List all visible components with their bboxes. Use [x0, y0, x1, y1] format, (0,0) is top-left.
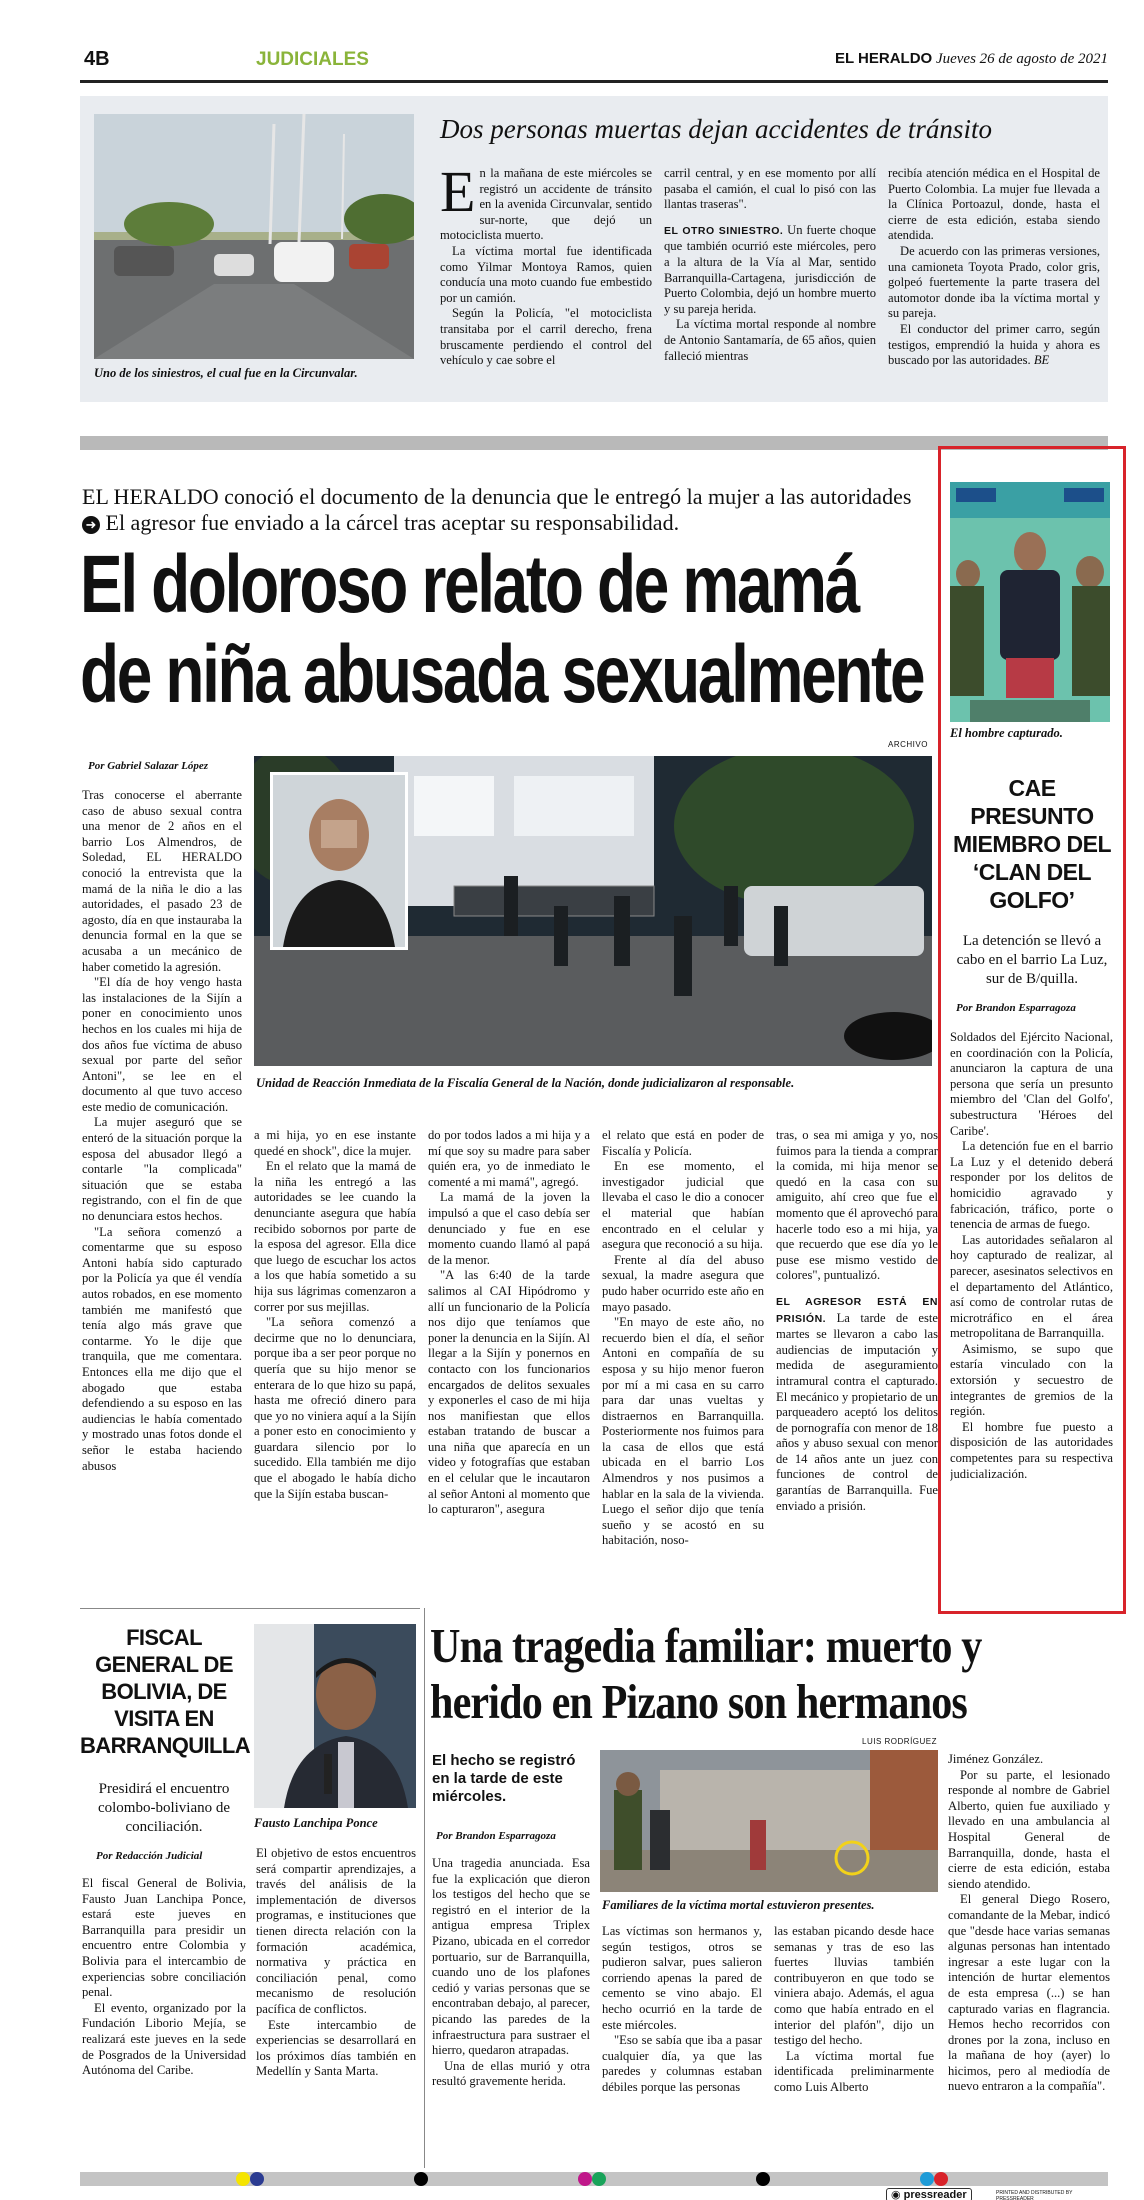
main-story-para: La mujer aseguró que se enteró de la situación porque la esposa del abusador llegó a contarle "la complicada" situación que se estaba registrando, con el fin de que no denunciara estos hechos.	[82, 1115, 242, 1224]
pressreader-brand: pressreader	[903, 2189, 967, 2200]
main-story-para: "En mayo de este año, no recuerdo bien el día, el señor Antoni en compañía de su esposa y su hijo menor fueron por mí a mi casa en su carro para dar unas vueltas y distraernos en Barranquilla. Posteriormente nos fuimos para la casa de ellos que está ubicada en el barrio Los Almendros y nos pusimos a hablar en la sala de la vivienda. Luego el señor dijo que tenía sueño y se acostó en su habitación, noso-	[602, 1315, 764, 1548]
subhead-paragraph	[664, 223, 876, 318]
top-story-para: La víctima mortal responde al nombre de Antonio Santamaría, de 65 años, quien falleció mientras	[664, 317, 876, 363]
registration-dot	[236, 2172, 250, 2186]
bolivia-para: El objetivo de estos encuentros será compartir aprendizajes, a través del análisis de la implementación de diversos programas, e instituciones que tienen directa relación con la formación académica, normativa y práctica en conciliación penal, como mecanismo de resolución pacífica de conflictos.	[256, 1846, 416, 2016]
bolivia-byline: Por Redacción Judicial	[96, 1850, 203, 1862]
pizano-headline-line1: Una tragedia familiar: muerto y	[430, 1618, 982, 1673]
bolivia-col2	[256, 1846, 416, 2164]
top-story-para: n la mañana de este miércoles se registró un accidente de tránsito en la avenida Circunvalar, sentido sur-norte, que dejó un motociclista muerto.	[440, 166, 652, 243]
masthead-paper	[835, 50, 1108, 68]
pizano-col3	[774, 1924, 934, 2164]
pizano-para: Las víctimas son hermanos y, según testigos, otros se pudieron salvar, pues salieron corriendo apenas la pared de cemento se vino abajo. El hecho ocurrió en la tarde de este miércoles.	[602, 1924, 762, 2032]
top-story-para: De acuerdo con las primeras versiones, una camioneta Toyota Prado, color gris, golpeó fuertemente la parte trasera del automotor donde iba la víctima mortal y su pareja.	[888, 243, 1100, 321]
sidebar-headline: CAE PRESUNTO MIEMBRO DEL ‘CLAN DEL GOLFO’	[952, 775, 1112, 913]
subhead-paragraph	[776, 1294, 938, 1514]
fiscal-caption: Fausto Lanchipa Ponce	[254, 1816, 378, 1830]
header-rule	[80, 80, 1108, 83]
registration-dot	[578, 2172, 592, 2186]
main-story-col2	[254, 1128, 416, 1580]
main-story-para: En ese momento, el investigador judicial que llevaba el caso le dio a conocer el material que habían encontrado en el celular y asegura que reconoció a su hija.	[602, 1159, 764, 1252]
arrow-circle-icon: ➜	[82, 516, 100, 534]
top-story-para: carril central, y en ese momento por allí pasaba el camión, el cual lo pisó con las llantas traseras".	[664, 166, 876, 212]
pizano-headline-line2: herido en Pizano son hermanos	[430, 1674, 967, 1729]
pizano-para: El general Diego Rosero, comandante de la Mebar, indicó que "desde hace varias semanas algunas personas han intentado ingresar a este lugar con la intención de hurtar elementos de esta empresa (...) se han capturado varias en flagrancia. Hemos hecho recorridos con drones por la zona, incluso en la mañana de hoy (ayer) lo hicimos, pero al mediodía de nuevo entraron a la compañía".	[948, 1892, 1110, 2094]
sidebar-body	[950, 1030, 1113, 1590]
pizano-deck: El hecho se registró en la tarde de este miércoles.	[432, 1752, 576, 1805]
top-story-para: recibía atención médica en el Hospital de Puerto Colombia. La mujer fue llevada a la Clínica Portoazul, donde, hasta el cierre de esta edición, estaba siendo atendida.	[888, 166, 1100, 243]
pizano-col2	[602, 1924, 762, 2164]
accident-scene-image	[94, 114, 414, 359]
kicker-part-a: EL HERALDO conoció el documento de la denuncia que le entregó la mujer a las autoridades	[82, 484, 912, 509]
main-story-para: "A las 6:40 de la tarde salimos al CAI Hipódromo y allí un funcionario de la Policía nos dijo que teníamos que poner la denuncia en la Sijín. Al llegar a la Sijín y ponernos en contacto con los funcionarios encargados de delitos sexuales y exponerles el caso de mi hija nos manifiestan que ellos estaban tratando de buscar a una niña que aparecía en un video y fotografías que estaban en el celular que le incautaron al señor Antoni al momento que lo capturaron", asegura	[428, 1268, 590, 1517]
color-bar	[80, 2172, 1108, 2186]
bolivia-headline: FISCAL GENERAL DE BOLIVIA, DE VISITA EN BARRANQUILLA	[80, 1625, 251, 1758]
paper-name: EL HERALDO	[834, 50, 933, 67]
sidebar-para: La detención fue en el barrio La Luz y el detenido deberá responder por los delitos de homicidio agravado y fabricación, tráfico, porte o tenencia de armas de fuego.	[950, 1139, 1113, 1232]
pressreader-logo[interactable]	[886, 2188, 972, 2200]
top-story-para: Un fuerte choque que también ocurrió este miércoles, pero a la altura de la Vía al Mar, sentido Barranquilla-Cartagena, jurisdicción de Puerto Colombia, dejó un hombre muerto y su pareja herida.	[664, 222, 876, 316]
main-photo-caption: Unidad de Reacción Inmediata de la Fiscalía General de la Nación, donde judicializaron al responsable.	[256, 1076, 795, 1090]
sidebar-para: Soldados del Ejército Nacional, en coordinación con la Policía, anunciaron la captura de una persona que sería un presunto miembro del 'Clan del Golfo', subestructura 'Héroes del Caribe'.	[950, 1030, 1113, 1138]
pizano-photo-caption: Familiares de la víctima mortal estuvieron presentes.	[602, 1898, 875, 1912]
section-label: JUDICIALES	[256, 49, 369, 70]
pizano-photo-credit: LUIS RODRÍGUEZ	[862, 1737, 938, 1746]
pizano-para: "Eso se sabía que iba a pasar cualquier día, ya que las paredes y columnas estaban débiles porque las personas	[602, 2033, 762, 2094]
pizano-para: Por su parte, el lesionado responde al nombre de Gabriel Alberto, quien fue auxiliado y llevado en una ambulancia al Hospital General de Barranquilla, donde, hasta el cierre de esta edición, estaba siendo atendido.	[948, 1767, 1110, 1891]
pizano-byline: Por Brandon Esparragoza	[436, 1830, 556, 1842]
fiscal-portrait-image	[254, 1624, 416, 1808]
bolivia-col1	[82, 1876, 246, 2164]
main-story-col1	[82, 788, 242, 1580]
main-story-para: a mi hija, yo en ese instante quedé en shock", dice la mujer.	[254, 1128, 416, 1158]
pizano-para: La víctima mortal fue identificada preliminarmente como Luis Alberto	[774, 2048, 934, 2094]
bolivia-deck: Presidirá el encuentro colombo-boliviano de conciliación.	[97, 1781, 231, 1835]
suspect-portrait-image	[273, 775, 405, 947]
bottom-column-divider	[424, 1608, 425, 2168]
accident-photo	[94, 114, 414, 359]
pizano-col1	[432, 1856, 590, 2164]
pizano-para: Una tragedia anunciada. Esa fue la explicación que dieron los testigos del hecho que se registró en el interior de la antigua empresa Triplex Pizano, ubicada en el corredor portuario, sur de Barranquilla, cuando uno de los plafones cedió y varias personas que se encontraban debajo, al parecer, picando las paredes de la infraestructura para sustraer el hierro, quedaron atrapadas.	[432, 1856, 590, 2058]
main-story-para: tras, o sea mi amiga y yo, nos fuimos para la tienda a comprar la comida, mi hija menor se quedó en la casa con su amiguito, ahí creo que fue el momento que él aprovechó para hacerle todo eso a mi hija, ya que recuerdo que ese día yo le puse ese mismo vestido de colores", puntualizó.	[776, 1128, 938, 1283]
main-story-col3	[428, 1128, 590, 1580]
top-story-col2	[664, 166, 876, 386]
bottom-section-rule	[80, 1608, 420, 1609]
main-story-para: Tras conocerse el aberrante caso de abuso sexual contra una menor de 2 años en el barrio Los Almendros, de Soledad, EL HERALDO conoció la entrevista que la mamá de la niña le dio a las autoridades, el pasado 23 de agosto, día en que instauraba la denuncia formal en la que se acusaba a un mecánico de haber cometido la agresión.	[82, 788, 242, 974]
main-story-para: Frente al día del abuso sexual, la madre asegura que pudo haber ocurrido este año en mayo pasado.	[602, 1252, 764, 1314]
pizano-col4	[948, 1752, 1110, 2164]
top-story-para-text: El conductor del primer carro, según testigos, emprendió la huida y ahora es buscado por las autoridades.	[888, 321, 1100, 368]
registration-dot	[756, 2172, 770, 2186]
registration-dot	[920, 2172, 934, 2186]
sidebar-deck: La detención se llevó a cabo en el barrio La Luz, sur de B/quilla.	[956, 933, 1108, 987]
pizano-para: las estaban picando desde hace semanas y tras de eso las fuertes lluvias también contribuyeron en que todo se viniera abajo. Además, el agua como que había entrado en el interior del plafón", dijo un testigo del hecho.	[774, 1924, 934, 2048]
top-photo-caption: Uno de los siniestros, el cual fue en la Circunvalar.	[94, 366, 358, 380]
captured-man-photo	[950, 482, 1110, 722]
main-story-para: "La señora comenzó a decirme que no lo denunciara, porque iba a ser peor porque no quería que su hijo menor se enterara de lo que hizo su papá, hasta me ofreció dinero para que yo no viniera aquí a la Sijín a poner esto en conocimiento y guardara silencio por lo sucedido. Ella también me dijo que el abogado le había dicho que la Sijín estaba buscan-	[254, 1315, 416, 1501]
pressreader-icon: ◉	[891, 2189, 901, 2200]
sidebar-para: Asimismo, se supo que estaría vinculado con la extorsión y secuestro de integrantes de gremios de la región.	[950, 1341, 1113, 1419]
sidebar-para: El hombre fue puesto a disposición de las autoridades competentes para su respectiva judicialización.	[950, 1419, 1113, 1481]
sidebar-para: Las autoridades señalaron al hoy capturado de realizar, al parecer, asesinatos selectivos en el departamento del Atlántico, así como de controlar rutas de microtráfico en el área metropolitana de Barranquilla.	[950, 1232, 1113, 1341]
registration-dot	[592, 2172, 606, 2186]
main-headline-line2: de niña abusada sexualmente	[80, 629, 924, 720]
pizano-scene-image	[600, 1750, 938, 1892]
bolivia-para: El evento, organizado por la Fundación Liborio Mejía, se realizará este jueves en la sede de Posgrados de la Universidad Autónoma del Caribe.	[82, 2000, 246, 2078]
pizano-para: Jiménez González.	[948, 1752, 1044, 1766]
drop-cap: E	[440, 166, 476, 224]
pressreader-small-print: PRINTED AND DISTRIBUTED BY PRESSREADER	[996, 2190, 1073, 2200]
top-story-para	[888, 322, 1100, 369]
main-headline-line1: El doloroso relato de mamá	[80, 539, 858, 630]
top-story-headline: Dos personas muertas dejan accidentes de tránsito	[440, 114, 992, 144]
kicker-part-b: El agresor fue enviado a la cárcel tras aceptar su responsabilidad.	[105, 510, 680, 535]
registration-dot	[250, 2172, 264, 2186]
main-kicker	[82, 484, 922, 536]
main-story-para: "La señora comenzó a comentarme que su esposo Antoni había sido capturado por la Policía ya que él vendía autos robados, en ese momento también me manifestó que tenía algo más grave que contarme. Yo le dije que tranquila, que me comentara. Entonces ella me dijo que el abogado que estaba defendiendo a su esposo en las audiencias le había comentado y mostrado unas fotos donde el señor le estaba haciendo abusos	[82, 1224, 242, 1473]
issue-date: Jueves 26 de agosto de 2021	[935, 51, 1108, 67]
bolivia-para: El fiscal General de Bolivia, Fausto Juan Lanchipa Ponce, estará este jueves en Barranquilla para presidir un encuentro entre Colombia y Bolivia para el intercambio de experiencias sobre conciliación penal.	[82, 1876, 246, 2000]
main-story-para: En el relato que la mamá de la niña les entregó a las autoridades se lee cuando la denunciante asegura que había recibido sobornos por parte de la esposa del agresor. Ella dice que luego de escuchar los actos a los que había sometido a su hija sus lágrimas comenzaron a correr por sus mejillas.	[254, 1159, 416, 1314]
main-story-para: "El día de hoy vengo hasta las instalaciones de la Sijín a poner en conocimiento unos hechos en los cuales mi hija de dos años fue víctima de abuso sexual por parte del señor Antoni", se lee en el documento al que tuvo acceso este medio de comunicación.	[82, 975, 242, 1114]
top-story-para: Según la Policía, "el motociclista transitaba por el carril derecho, frena bruscamente perdiendo el control del vehículo y cae sobre el	[440, 306, 652, 368]
main-byline: Por Gabriel Salazar López	[88, 760, 209, 772]
bolivia-para: Este intercambio de experiencias se desarrollará en los próximos días también en Medellín y Santa Marta.	[256, 2017, 416, 2079]
fiscal-portrait-photo	[254, 1624, 416, 1808]
main-story-col4	[602, 1128, 764, 1580]
sidebar-byline: Por Brandon Esparragoza	[956, 1002, 1076, 1014]
main-story-para: La mamá de la joven la impulsó a que el caso debía ser denunciado y fue en ese momento cuando llamó al papá de la menor.	[428, 1190, 590, 1267]
sidebar-photo-caption: El hombre capturado.	[950, 726, 1063, 740]
registration-dot	[934, 2172, 948, 2186]
subhead: EL OTRO SINIESTRO.	[664, 224, 784, 237]
suspect-inset-photo	[270, 772, 408, 950]
main-story-para: La tarde de este martes se llevaron a cabo las audiencias de imputación y medida de aseguramiento intramural contra el capturado. El mecánico y propietario de un parqueadero aceptó los delitos de pornografía con menor de 18 años y abuso sexual con menor de 14 años ante un juez con funciones de control de garantías de Barranquilla. Fue enviado a prisión.	[776, 1310, 938, 1513]
signature: BE	[1033, 353, 1050, 368]
main-story-para: do por todos lados a mi hija y a mí que soy su madre para saber quién era, yo de inmediato le comenté a mi mamá", agregó.	[428, 1128, 590, 1189]
subhead: EL AGRESOR ESTÁ EN PRISIÓN.	[776, 1295, 938, 1325]
registration-dot	[414, 2172, 428, 2186]
photo-credit: ARCHIVO	[888, 740, 928, 749]
captured-man-image	[950, 482, 1110, 722]
pizano-photo	[600, 1750, 938, 1892]
top-story-col1	[440, 166, 652, 386]
page-number: 4B	[84, 48, 110, 70]
top-story-para: La víctima mortal fue identificada como Yilmar Montoya Ramos, quien conducía una moto cuando fue embestido por un camión.	[440, 243, 652, 305]
main-story-para: el relato que está en poder de Fiscalía y Policía.	[602, 1128, 764, 1158]
pizano-para: Una de ellas murió y otra resultó gravemente herida.	[432, 2058, 590, 2089]
main-story-col5	[776, 1128, 938, 1580]
top-story-col3	[888, 166, 1100, 386]
